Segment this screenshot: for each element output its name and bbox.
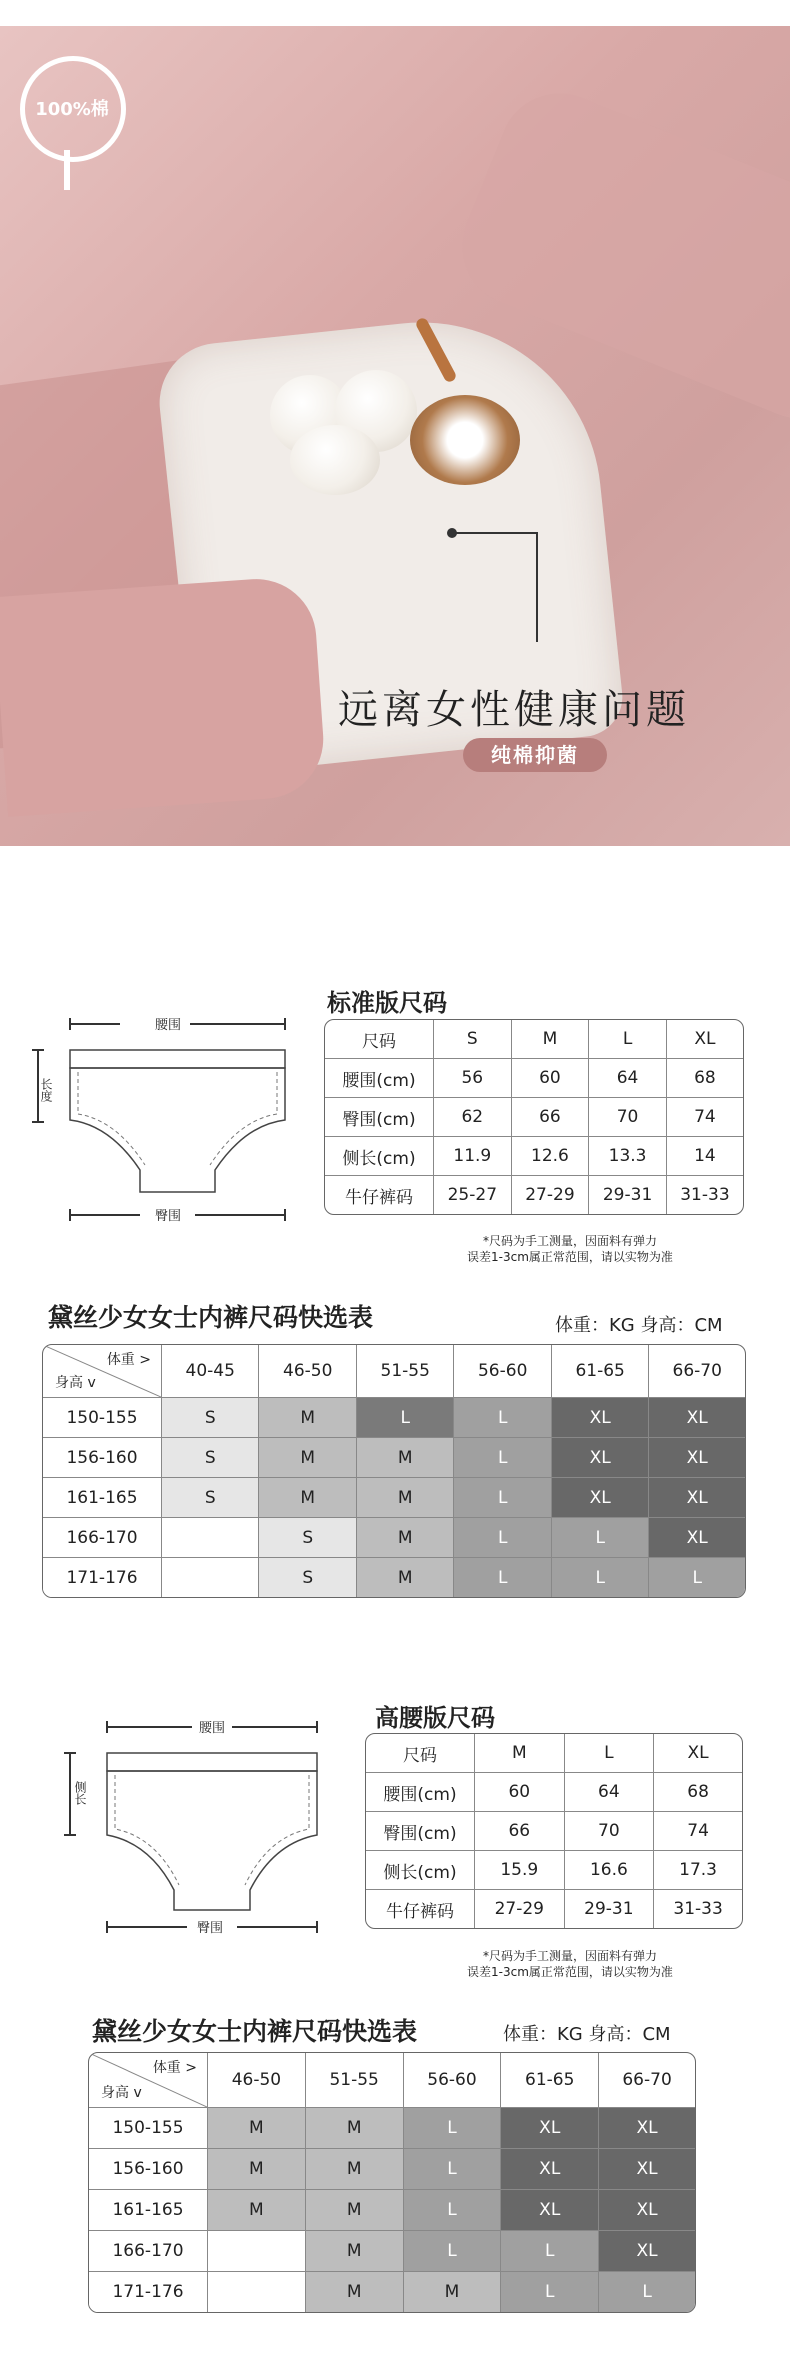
size-cell: M bbox=[306, 2272, 404, 2312]
size-cell: XL bbox=[599, 2149, 695, 2190]
height-cell: 171-176 bbox=[89, 2272, 208, 2312]
size-cell: M bbox=[357, 1518, 454, 1558]
note-line: 误差1-3cm属正常范围，请以实物为准 bbox=[467, 1965, 673, 1979]
size-cell: M bbox=[306, 2108, 404, 2149]
table-cell: 70 bbox=[565, 1812, 655, 1851]
weight-header-cell: 56-60 bbox=[454, 1345, 551, 1398]
highwaist-note bbox=[430, 1948, 710, 1980]
size-cell: XL bbox=[599, 2108, 695, 2149]
weight-axis-label: 体重 > bbox=[106, 1352, 151, 1368]
table-header-row bbox=[89, 2053, 695, 2108]
size-cell: XL bbox=[649, 1438, 745, 1478]
pointer-line bbox=[456, 532, 538, 534]
size-cell: XL bbox=[552, 1398, 649, 1438]
size-cell: L bbox=[404, 2231, 502, 2272]
table-row bbox=[89, 2149, 695, 2190]
hero-headline: 远离女性健康问题 bbox=[338, 687, 690, 733]
table-cell: 27-29 bbox=[512, 1176, 590, 1214]
table-cell: 29-31 bbox=[589, 1176, 667, 1214]
size-cell: S bbox=[162, 1438, 259, 1478]
table-row bbox=[325, 1098, 743, 1137]
height-cell: 156-160 bbox=[43, 1438, 162, 1478]
table-cell: 66 bbox=[475, 1812, 565, 1851]
size-cell: L bbox=[552, 1518, 649, 1558]
size-cell: L bbox=[454, 1518, 551, 1558]
table-row bbox=[89, 2190, 695, 2231]
table-cell: 13.3 bbox=[589, 1137, 667, 1176]
badge-stem bbox=[64, 150, 70, 190]
table-cell: 66 bbox=[512, 1098, 590, 1137]
table-header-cell: M bbox=[512, 1020, 590, 1059]
size-cell: XL bbox=[649, 1478, 745, 1518]
table-cell: 70 bbox=[589, 1098, 667, 1137]
table-row bbox=[325, 1176, 743, 1214]
table-row bbox=[43, 1398, 745, 1438]
size-cell: XL bbox=[552, 1478, 649, 1518]
weight-header-cell: 46-50 bbox=[208, 2053, 306, 2108]
table-header-cell: S bbox=[434, 1020, 512, 1059]
table-cell: 74 bbox=[654, 1812, 742, 1851]
standard-note bbox=[430, 1233, 710, 1265]
size-cell: L bbox=[454, 1398, 551, 1438]
table-row bbox=[89, 2272, 695, 2312]
table-cell: 11.9 bbox=[434, 1137, 512, 1176]
quick2-units: 体重：KG 身高：CM bbox=[503, 2024, 671, 2045]
fabric-cuff bbox=[0, 575, 327, 817]
size-cell: XL bbox=[501, 2190, 599, 2231]
diagram-hip-label: 臀围 bbox=[155, 1209, 182, 1224]
size-cell: L bbox=[552, 1558, 649, 1597]
height-cell: 150-155 bbox=[89, 2108, 208, 2149]
weight-header-cell: 61-65 bbox=[501, 2053, 599, 2108]
quick-select-table bbox=[42, 1344, 746, 1598]
table-header-cell: L bbox=[589, 1020, 667, 1059]
cotton-pod-icon bbox=[410, 395, 520, 485]
size-cell bbox=[208, 2231, 306, 2272]
size-cell: S bbox=[259, 1558, 356, 1597]
table-cell: 29-31 bbox=[565, 1890, 655, 1928]
size-cell: M bbox=[306, 2231, 404, 2272]
size-cell: S bbox=[162, 1478, 259, 1518]
diagram-waist-label: 腰围 bbox=[155, 1018, 182, 1033]
size-cell: L bbox=[404, 2108, 502, 2149]
table-cell: 侧长(cm) bbox=[325, 1137, 434, 1176]
size-cell: XL bbox=[599, 2231, 695, 2272]
table-row bbox=[89, 2231, 695, 2272]
size-cell: M bbox=[208, 2108, 306, 2149]
table-cell: 腰围(cm) bbox=[325, 1059, 434, 1098]
height-cell: 166-170 bbox=[43, 1518, 162, 1558]
table-cell: 62 bbox=[434, 1098, 512, 1137]
table-header-cell: 尺码 bbox=[325, 1020, 434, 1059]
size-cell: M bbox=[306, 2149, 404, 2190]
table-header-cell: L bbox=[565, 1734, 655, 1773]
cotton-boll-icon bbox=[290, 425, 380, 495]
size-cell: M bbox=[208, 2149, 306, 2190]
table-row bbox=[43, 1438, 745, 1478]
size-cell: M bbox=[357, 1478, 454, 1518]
size-cell: L bbox=[501, 2231, 599, 2272]
highwaist-title: 高腰版尺码 bbox=[375, 1704, 495, 1732]
size-cell: XL bbox=[649, 1518, 745, 1558]
size-cell: M bbox=[208, 2190, 306, 2231]
table-header-cell: XL bbox=[654, 1734, 742, 1773]
table-cell: 64 bbox=[589, 1059, 667, 1098]
table-cell: 15.9 bbox=[475, 1851, 565, 1890]
size-cell: L bbox=[404, 2190, 502, 2231]
quick2-title: 黛丝少女女士内裤尺码快选表 bbox=[92, 2017, 418, 2046]
height-axis-label: 身高 v bbox=[101, 2085, 142, 2101]
table-row bbox=[366, 1812, 742, 1851]
size-cell: XL bbox=[501, 2108, 599, 2149]
size-cell: M bbox=[259, 1398, 356, 1438]
table-row bbox=[89, 2108, 695, 2149]
quick1-units: 体重：KG 身高：CM bbox=[555, 1315, 723, 1336]
table-row bbox=[325, 1059, 743, 1098]
weight-header-cell: 61-65 bbox=[552, 1345, 649, 1398]
table-cell: 12.6 bbox=[512, 1137, 590, 1176]
table-cell: 68 bbox=[667, 1059, 743, 1098]
table-cell: 牛仔裤码 bbox=[325, 1176, 434, 1214]
table-cell: 牛仔裤码 bbox=[366, 1890, 475, 1928]
standard-size-table bbox=[324, 1019, 744, 1215]
table-header-cell: XL bbox=[667, 1020, 743, 1059]
table-cell: 56 bbox=[434, 1059, 512, 1098]
table-corner-cell bbox=[89, 2053, 208, 2108]
size-cell: L bbox=[357, 1398, 454, 1438]
table-cell: 侧长(cm) bbox=[366, 1851, 475, 1890]
size-cell bbox=[162, 1558, 259, 1597]
diagram-side-label: 长度 bbox=[39, 1078, 53, 1102]
pointer-line bbox=[536, 532, 538, 642]
size-cell: M bbox=[404, 2272, 502, 2312]
weight-header-cell: 46-50 bbox=[259, 1345, 356, 1398]
size-cell bbox=[208, 2272, 306, 2312]
height-axis-label: 身高 v bbox=[55, 1375, 96, 1391]
table-row bbox=[366, 1851, 742, 1890]
highwaist-briefs-diagram bbox=[62, 1705, 332, 1945]
table-row bbox=[366, 1890, 742, 1928]
size-cell: S bbox=[259, 1518, 356, 1558]
quick1-title: 黛丝少女女士内裤尺码快选表 bbox=[48, 1303, 374, 1332]
table-cell: 64 bbox=[565, 1773, 655, 1812]
weight-header-cell: 40-45 bbox=[162, 1345, 259, 1398]
briefs-diagram bbox=[30, 1010, 300, 1230]
table-cell: 25-27 bbox=[434, 1176, 512, 1214]
table-cell: 臀围(cm) bbox=[366, 1812, 475, 1851]
quick-select-table bbox=[88, 2052, 696, 2313]
height-cell: 150-155 bbox=[43, 1398, 162, 1438]
corner-diagonal bbox=[89, 2053, 207, 2107]
height-cell: 161-165 bbox=[43, 1478, 162, 1518]
weight-header-cell: 66-70 bbox=[649, 1345, 745, 1398]
weight-header-cell: 51-55 bbox=[306, 2053, 404, 2108]
diagram-waist-label: 腰围 bbox=[199, 1721, 226, 1736]
size-cell: L bbox=[404, 2149, 502, 2190]
weight-header-cell: 66-70 bbox=[599, 2053, 695, 2108]
size-cell: L bbox=[599, 2272, 695, 2312]
table-cell: 60 bbox=[475, 1773, 565, 1812]
size-cell: XL bbox=[552, 1438, 649, 1478]
table-header-row bbox=[325, 1020, 743, 1059]
table-cell: 14 bbox=[667, 1137, 743, 1176]
table-header-row bbox=[43, 1345, 745, 1398]
table-cell: 27-29 bbox=[475, 1890, 565, 1928]
table-cell: 16.6 bbox=[565, 1851, 655, 1890]
size-cell: XL bbox=[599, 2190, 695, 2231]
highwaist-size-table bbox=[365, 1733, 743, 1929]
badge-label: 100%棉 bbox=[35, 99, 109, 120]
height-cell: 161-165 bbox=[89, 2190, 208, 2231]
table-cell: 68 bbox=[654, 1773, 742, 1812]
standard-title: 标准版尺码 bbox=[327, 989, 447, 1017]
hero-pill: 纯棉抑菌 bbox=[463, 738, 607, 772]
table-cell: 31-33 bbox=[673, 1899, 723, 1919]
note-line: *尺码为手工测量，因面料有弹力 bbox=[482, 1949, 657, 1963]
size-cell: XL bbox=[649, 1398, 745, 1438]
table-corner-cell bbox=[43, 1345, 162, 1398]
height-cell: 171-176 bbox=[43, 1558, 162, 1597]
diagram-side-label: 侧长 bbox=[73, 1781, 87, 1805]
size-cell: XL bbox=[501, 2149, 599, 2190]
size-cell: M bbox=[357, 1438, 454, 1478]
size-cell: L bbox=[501, 2272, 599, 2312]
table-header-cell: M bbox=[475, 1734, 565, 1773]
table-header-cell: 尺码 bbox=[366, 1734, 475, 1773]
size-cell: M bbox=[259, 1478, 356, 1518]
size-cell: L bbox=[454, 1478, 551, 1518]
table-cell: 腰围(cm) bbox=[366, 1773, 475, 1812]
size-cell: M bbox=[259, 1438, 356, 1478]
height-cell: 166-170 bbox=[89, 2231, 208, 2272]
note-line: *尺码为手工测量，因面料有弹力 bbox=[482, 1234, 657, 1248]
size-cell bbox=[162, 1518, 259, 1558]
table-row bbox=[43, 1478, 745, 1518]
weight-header-cell: 51-55 bbox=[357, 1345, 454, 1398]
table-row bbox=[366, 1773, 742, 1812]
weight-axis-label: 体重 > bbox=[152, 2060, 197, 2076]
size-cell: L bbox=[454, 1438, 551, 1478]
size-cell: L bbox=[649, 1558, 745, 1597]
table-cell: 31-33 bbox=[680, 1185, 730, 1205]
size-cell: S bbox=[162, 1398, 259, 1438]
table-cell: 60 bbox=[512, 1059, 590, 1098]
table-cell: 74 bbox=[667, 1098, 743, 1137]
height-cell: 156-160 bbox=[89, 2149, 208, 2190]
note-line: 误差1-3cm属正常范围，请以实物为准 bbox=[467, 1250, 673, 1264]
table-cell: 臀围(cm) bbox=[325, 1098, 434, 1137]
table-row bbox=[325, 1137, 743, 1176]
table-row bbox=[43, 1518, 745, 1558]
corner-diagonal bbox=[43, 1345, 161, 1397]
size-cell: L bbox=[454, 1558, 551, 1597]
table-cell: 17.3 bbox=[654, 1851, 742, 1890]
weight-header-cell: 56-60 bbox=[404, 2053, 502, 2108]
table-row bbox=[43, 1558, 745, 1597]
size-cell: M bbox=[357, 1558, 454, 1597]
diagram-hip-label: 臀围 bbox=[197, 1921, 224, 1936]
table-header-row bbox=[366, 1734, 742, 1773]
size-cell: M bbox=[306, 2190, 404, 2231]
